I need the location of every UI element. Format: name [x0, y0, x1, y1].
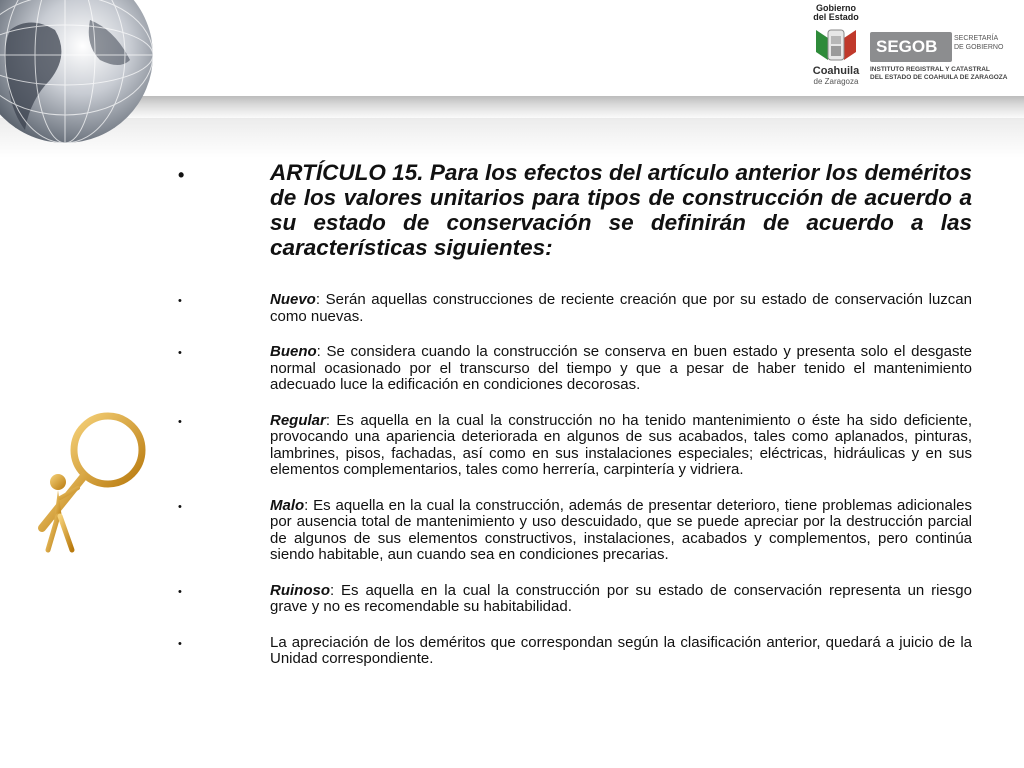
item-text: : Se considera cuando la construcción se conserva en buen estado y presenta solo el desgaste normal ocasionado por el transcurso del tiempo y que a pesar de haber tenido el mantenimiento adecuado luce la edificación en condiciones decorosas.	[270, 343, 972, 393]
segob-secretaria-line2: DE GOBIERNO	[954, 44, 1004, 51]
header-logos	[806, 4, 1016, 88]
item-text: : Serán aquellas construcciones de reciente creación que por su estado de conservación luzcan como nuevas.	[270, 291, 972, 325]
item-term: Ruinoso	[270, 581, 330, 599]
list-item	[170, 413, 972, 479]
bullet: •	[178, 500, 182, 513]
list-item	[170, 498, 972, 564]
item-term: Bueno	[270, 343, 317, 360]
list-item	[170, 344, 972, 394]
list-item	[170, 583, 972, 616]
item-term: Regular	[270, 411, 326, 429]
bullet: •	[178, 295, 182, 307]
segob-logo	[870, 32, 1016, 62]
globe-icon	[0, 0, 160, 150]
coahuila-wordmark	[806, 66, 866, 86]
gobierno-logo	[806, 4, 866, 69]
list-item	[170, 292, 972, 325]
article-title	[170, 160, 972, 260]
segob-label: SEGOB	[870, 32, 952, 62]
bullet: •	[178, 165, 185, 185]
item-text: : Es aquella en la cual la construcción, además de presentar deterioro, tiene problemas adicionales por ausencia total de mantenimiento y uso descuidado, que se puede apreciar por la destrucción parcial de algunos de sus elementos constructivos, instalaciones, acabados y complementos, pero continúa siendo habitable, aun cuando sea en condiciones precarias.	[270, 496, 972, 563]
coat-of-arms-icon	[814, 24, 858, 64]
bullet: •	[178, 585, 182, 598]
institute-line1: INSTITUTO REGISTRAL Y CATASTRAL	[870, 66, 990, 73]
institute-line2: DEL ESTADO DE COAHUILA DE ZARAGOZA	[870, 74, 1008, 81]
bullet: •	[178, 415, 182, 428]
article-title-text: ARTÍCULO 15. Para los efectos del artículo anterior los deméritos de los valores unitarios para tipos de construcción de acuerdo a su estado de conservación se definirán de acuerdo a las características siguientes:	[270, 160, 972, 260]
segob-secretaria	[954, 34, 1016, 52]
closing-text: La apreciación de los deméritos que correspondan según la clasificación anterior, quedará a juicio de la Unidad correspondiente.	[270, 633, 972, 667]
state-name: Coahuila	[812, 65, 860, 77]
segob-secretaria-line1: SECRETARÍA	[954, 35, 999, 42]
item-term: Malo	[270, 496, 305, 514]
gobierno-line1: Gobierno	[816, 3, 856, 13]
item-text: : Es aquella en la cual la construcción no ha tenido mantenimiento o éste ha sido deficiente, provocando una apariencia deteriorada en algunos de sus acabados, tales como aplanados, pinturas, lambrines, pisos, fachadas, así como en sus instalaciones especiales; eléctricas, hidráulicas y en sus elementos complementarios, tales como herrería, carpintería y vidriera.	[270, 411, 972, 478]
institute-name	[870, 66, 1016, 82]
article-content	[170, 160, 972, 668]
bullet: •	[178, 347, 182, 359]
list-item-closing	[170, 635, 972, 668]
state-subname: de Zaragoza	[813, 77, 859, 86]
item-term: Nuevo	[270, 291, 316, 308]
bullet: •	[178, 637, 182, 650]
gobierno-line2: del Estado	[813, 12, 859, 22]
magnifier-figure-icon	[28, 410, 148, 560]
item-text: : Es aquella en la cual la construcción por su estado de conservación representa un riesgo grave y no es recomendable su habitabilidad.	[270, 581, 972, 615]
